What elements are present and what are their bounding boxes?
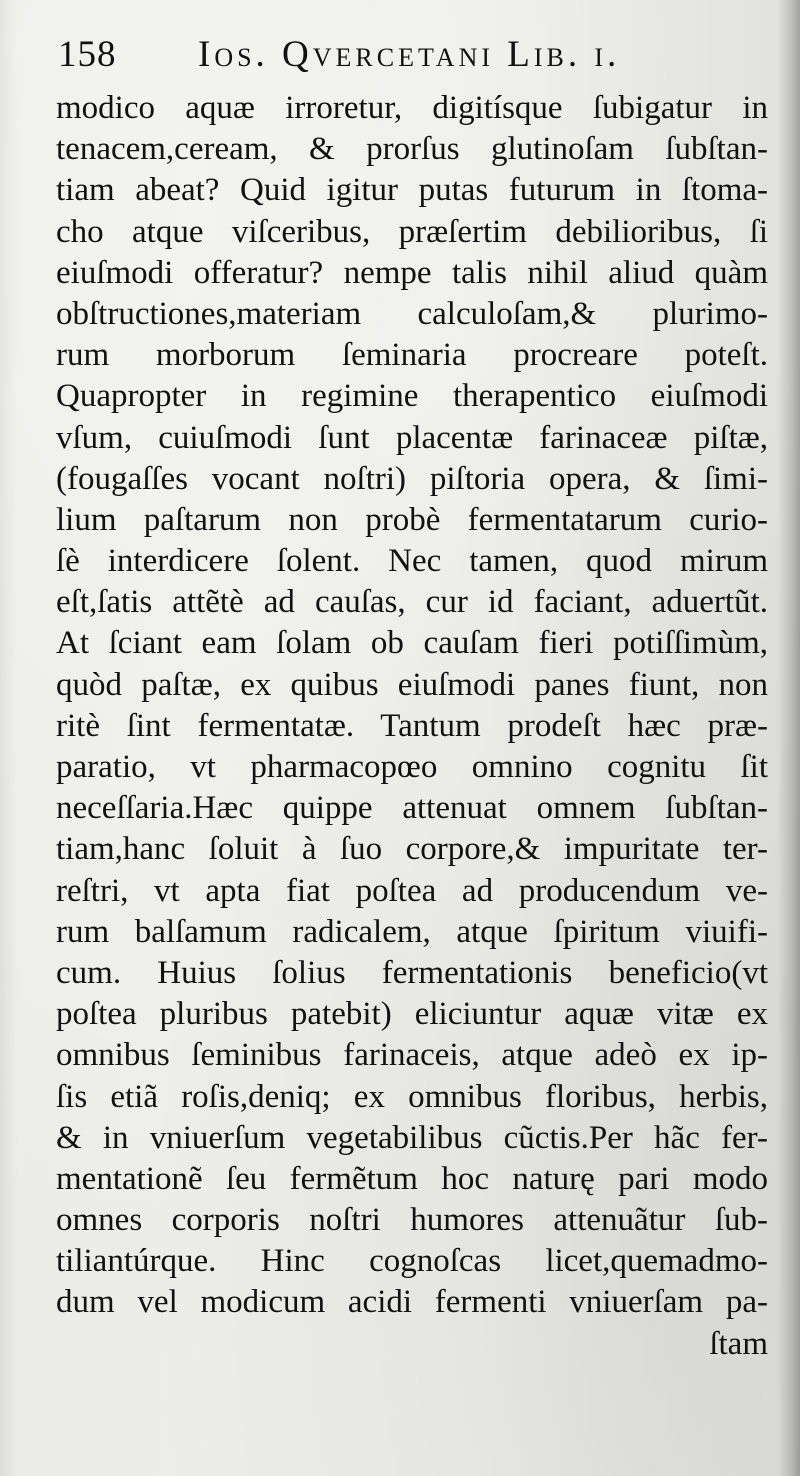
text-line: Quapropter in regimine therapentico eiuſmodi <box>56 378 768 415</box>
text-line: omnibus ſeminibus farinaceis, atque adeò ex ip- <box>56 1037 768 1074</box>
text-line: eſt,ſatis attẽtè ad cauſas, cur id faciant, aduertũt. <box>56 584 768 621</box>
text-line: ſè interdicere ſolent. Nec tamen, quod mirum <box>56 543 768 580</box>
page-header <box>58 30 748 80</box>
text-line: paratio, vt pharmacopœo omnino cognitu ſit <box>56 749 768 785</box>
text-line: tiliantúrque. Hinc cognoſcas licet,quemadmo- <box>56 1243 768 1280</box>
page-gutter-shadow <box>778 0 800 1476</box>
running-title: Ios. Qvercetani Lib. i. <box>198 34 621 75</box>
text-line: eiuſmodi offeratur? nempe talis nihil aliud quàm <box>56 254 768 291</box>
text-line: quòd paſtæ, ex quibus eiuſmodi panes fiunt, non <box>56 666 768 703</box>
text-line: rum balſamum radicalem, atque ſpiritum viuifi- <box>56 913 768 950</box>
page-number: 158 <box>58 34 117 75</box>
text-line: tenacem,ceream, & prorſus glutinoſam ſubſtan- <box>56 131 768 168</box>
text-line: obſtructiones,materiam calculoſam,& plurimo- <box>56 295 768 332</box>
text-line: cho atque viſceribus, præſertim debilioribus, ſi <box>56 213 768 250</box>
text-line: & in vniuerſum vegetabilibus cũctis.Per hãc fer- <box>56 1119 768 1156</box>
text-line: neceſſaria.Hæc quippe attenuat omnem ſubſtan- <box>56 790 768 827</box>
text-line: tiam,hanc ſoluit à ſuo corpore,& impuritate ter- <box>56 831 768 868</box>
text-line: reſtri, vt apta fiat poſtea ad producendum ve- <box>56 872 768 909</box>
text-line: cum. Huius ſolius fermentationis beneficio(vt <box>56 954 768 991</box>
text-line: tiam abeat? Quid igitur putas futurum in ſtoma- <box>56 172 768 209</box>
text-line: At ſciant eam ſolam ob cauſam fieri potiſſimùm, <box>56 625 768 662</box>
text-line: dum vel modicum acidi fermenti vniuerſam pa- <box>56 1284 768 1321</box>
text-line: modico aquæ irroretur, digitísque ſubigatur in <box>56 90 768 126</box>
text-line: lium paſtarum non probè fermentatarum curio- <box>56 501 768 538</box>
catchword: ſtam <box>709 1325 768 1362</box>
body-text <box>56 88 768 1365</box>
text-line: vſum, cuiuſmodi ſunt placentæ farinaceæ piſtæ, <box>56 419 768 456</box>
text-line: mentationẽ ſeu fermẽtum hoc naturę pari modo <box>56 1160 768 1197</box>
text-line: omnes corporis noſtri humores attenuãtur ſub- <box>56 1202 768 1239</box>
text-line: rum morborum ſeminaria procreare poteſt. <box>56 337 768 374</box>
text-line: (fougaſſes vocant noſtri) piſtoria opera, & ſimi- <box>56 460 768 497</box>
text-line: ritè ſint fermentatæ. Tantum prodeſt hæc præ- <box>56 707 768 744</box>
text-line: poſtea pluribus patebit) eliciuntur aquæ vitæ ex <box>56 996 768 1033</box>
text-line: ſis etiã roſis,deniq; ex omnibus floribus, herbis, <box>56 1078 768 1115</box>
